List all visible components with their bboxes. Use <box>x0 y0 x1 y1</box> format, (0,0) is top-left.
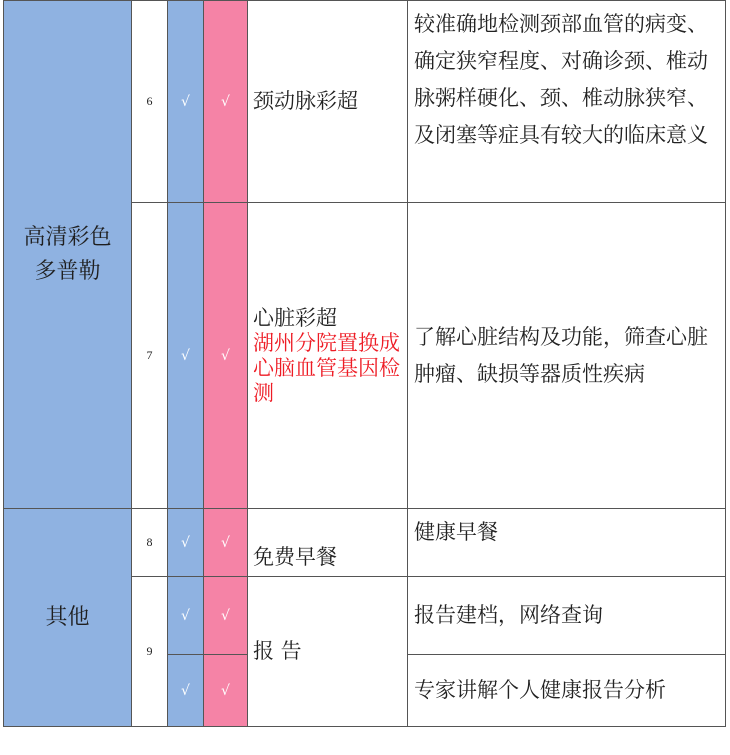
check-mark-blue: √ <box>168 1 204 203</box>
check-mark-blue: √ <box>168 577 204 655</box>
category-label-line-2: 多普勒 <box>34 258 101 284</box>
check-mark-pink: √ <box>204 203 248 509</box>
check-mark-pink: √ <box>204 577 248 655</box>
row-number: 6 <box>132 1 168 203</box>
check-mark-blue: √ <box>168 509 204 577</box>
item-note: 湖州分院置换成心脑血管基因检测 <box>253 330 400 405</box>
item-name-cell <box>248 203 408 509</box>
check-mark-blue: √ <box>168 655 204 727</box>
row-number: 8 <box>132 509 168 577</box>
item-description: 报告建档，网络查询 <box>408 577 726 655</box>
row-number: 9 <box>132 577 168 727</box>
category-cell-doppler <box>4 1 132 509</box>
item-description: 较准确地检测颈部血管的病变、确定狭窄程度、对确诊颈、椎动脉粥样硬化、颈、椎动脉狭窄、及闭塞等症具有较大的临床意义 <box>408 1 726 203</box>
item-name: 免费早餐 <box>248 509 408 577</box>
item-description: 专家讲解个人健康报告分析 <box>408 655 726 727</box>
item-description: 健康早餐 <box>408 509 726 577</box>
category-label-line-1: 高清彩色 <box>23 224 112 250</box>
checkup-items-table <box>3 0 726 727</box>
table-row <box>4 1 726 203</box>
check-mark-pink: √ <box>204 1 248 203</box>
item-name: 颈动脉彩超 <box>248 1 408 203</box>
row-number: 7 <box>132 203 168 509</box>
item-name: 心脏彩超 <box>253 305 337 330</box>
category-cell-other: 其他 <box>4 509 132 727</box>
check-mark-pink: √ <box>204 655 248 727</box>
item-description: 了解心脏结构及功能，筛查心脏肿瘤、缺损等器质性疾病 <box>408 203 726 509</box>
check-mark-blue: √ <box>168 203 204 509</box>
check-mark-pink: √ <box>204 509 248 577</box>
item-name: 报 告 <box>248 577 408 727</box>
table-row <box>4 509 726 577</box>
